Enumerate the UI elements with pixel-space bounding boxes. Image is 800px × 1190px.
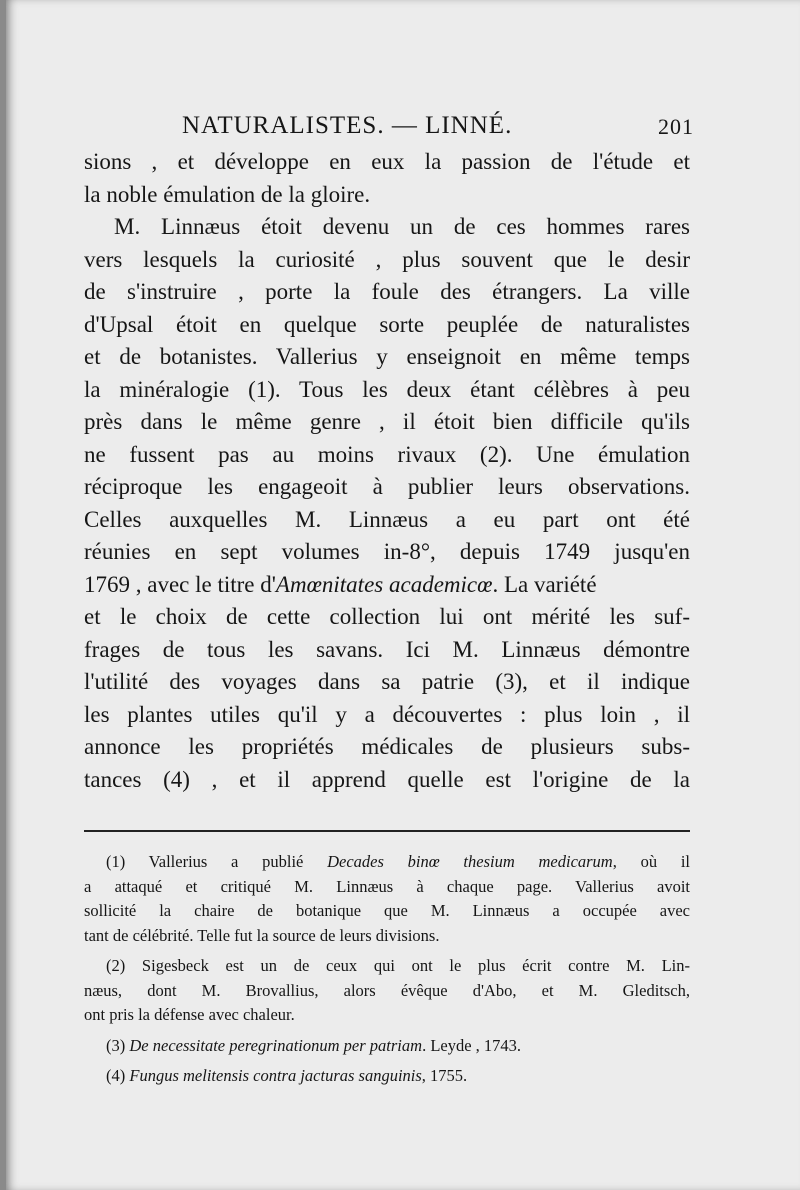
text-line [84,569,690,602]
text-fragment: 1769 , avec le titre d' [84,571,276,597]
text-fragment: , 1755. [421,1066,468,1085]
text-line: et le choix de cette collection lui ont mérité les suf- [84,604,690,629]
italic-title: De necessitate peregrinationum per patriam [129,1035,423,1055]
text-fragment: (3) [106,1035,130,1055]
page-number: 201 [658,114,694,139]
footnotes [84,850,690,1095]
text-fragment: . La variété [492,571,597,597]
footnote-2 [84,954,690,1028]
text-fragment: (4) [106,1066,130,1085]
paragraph-linnaeus [84,211,690,796]
paragraph-continuation [84,146,690,211]
text-line: annonce les propriétés médicales de plusieurs subs- [84,734,690,759]
footnote-line [84,1034,690,1059]
text-line: vers lesquels la curiosité , plus souvent que le desir [84,246,690,272]
text-line: Celles auxquelles M. Linnæus a eu part ont été [84,506,690,532]
text-line: les plantes utiles qu'il y a découvertes : plus loin , il [84,701,690,727]
italic-title: Amœnitates academicœ [275,571,493,597]
footnote-1 [84,850,690,948]
main-text [84,146,690,796]
footnote-4 [84,1064,690,1089]
text-line: et de botanistes. Vallerius y enseignoit en même temps [84,344,690,369]
text-line: la noble émulation de la gloire. [84,181,371,207]
footnote-3 [84,1034,690,1059]
footnote-line: (2) Sigesbeck est un de ceux qui ont le plus écrit contre M. Lin- [106,956,690,975]
italic-title: Decades binœ thesium medicarum [327,852,613,871]
text-line: d'Upsal étoit en quelque sorte peuplée de naturalistes [84,311,690,337]
footnote-line: tant de célébrité. Telle fut la source de leurs divisions. [84,925,440,945]
text-line: l'utilité des voyages dans sa patrie (3), et il indique [84,669,690,694]
text-line: de s'instruire , porte la foule des étrangers. La ville [84,279,690,304]
text-line: réciproque les engageoit à publier leurs observations. [84,474,690,499]
text-fragment: (1) Vallerius a publié [106,852,328,871]
footnote-rule [84,830,690,832]
footnote-line: a attaqué et critiqué M. Linnæus à chaque page. Vallerius avoit [84,876,690,896]
book-page [6,0,800,1190]
footnote-line [84,1064,690,1089]
text-line: réunies en sept volumes in-8°, depuis 1749 jusqu'en [84,539,690,564]
text-line: près dans le même genre , il étoit bien difficile qu'ils [84,409,690,434]
footnote-line: sollicité la chaire de botanique que M. Linnæus a occupée avec [84,901,690,920]
footnote-line [84,850,690,875]
text-line: sions , et développe en eux la passion de l'étude et [84,149,690,174]
text-fragment: , où il [612,852,690,871]
running-head: NATURALISTES. — LINNÉ. [182,112,513,139]
text-line: M. Linnæus étoit devenu un de ces hommes rares [114,214,690,239]
footnote-line: næus, dont M. Brovallius, alors évêque d'Abo, et M. Gleditsch, [84,980,690,1000]
text-line: tances (4) , et il apprend quelle est l'origine de la [84,766,690,792]
text-line: ne fussent pas au moins rivaux (2). Une émulation [84,441,690,467]
text-line: la minéralogie (1). Tous les deux étant célèbres à peu [84,376,690,402]
page-header [84,112,694,144]
text-fragment: . Leyde , 1743. [422,1035,522,1055]
text-line: frages de tous les savans. Ici M. Linnæus démontre [84,636,690,662]
footnote-line: ont pris la défense avec chaleur. [84,1005,295,1024]
italic-title: Fungus melitensis contra jacturas sanguinis [129,1066,422,1085]
